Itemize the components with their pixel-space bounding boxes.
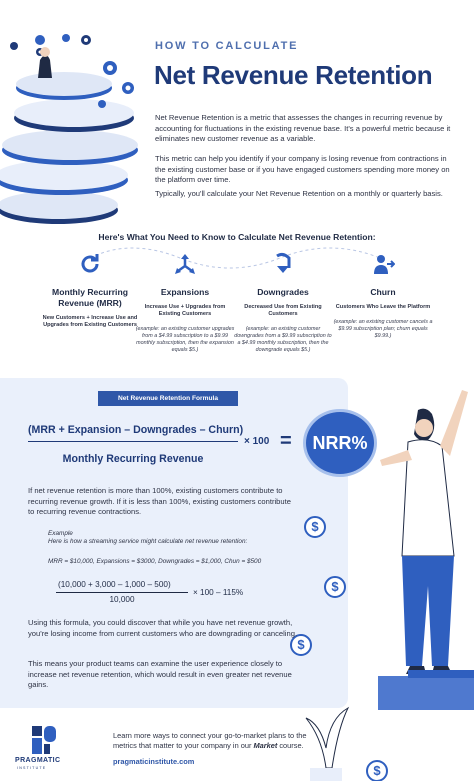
example-mrr-values: MRR = $10,000, Expansions = $3000, Downgrades = $1,000, Chun = $500 (48, 558, 262, 565)
refresh-icon (78, 252, 102, 276)
pragmatic-logo-icon (30, 724, 60, 756)
formula-ribbon: Net Revenue Retention Formula (98, 391, 238, 406)
header-kicker: HOW TO CALCULATE (155, 40, 299, 52)
footer-course-name: Market (253, 741, 278, 750)
example-calc-result: × 100 – 115% (193, 588, 244, 597)
explanation-paragraph-3: This means your product teams can examine the user experience closely to increase net revenue retention, which would result in even greater net revenue gains. (28, 659, 292, 690)
logo-subtitle: INSTITUTE (17, 766, 47, 770)
nrr-badge: NRR% (303, 409, 377, 477)
component-expansions-example: (example: an existing customer upgrades from a $4.99 subscription to a $9.99 monthly subscription, then the expansion equals $5.) (135, 326, 235, 353)
spiral-tower-illustration (0, 0, 150, 230)
component-downgrades-subtitle: Decreased Use from Existing Customers (244, 304, 322, 317)
footer-text (113, 731, 323, 751)
component-mrr-title: Monthly Recurring Revenue (MRR) (52, 287, 128, 308)
logo-name: PRAGMATIC (15, 757, 61, 764)
footer-text-before: Learn more ways to connect your go-to-market plans to the metrics that matter to your company in our (113, 731, 307, 750)
expand-arrows-icon (173, 252, 197, 276)
example-label: Example (48, 530, 73, 537)
formula-equals: = (280, 430, 292, 452)
page-title: Net Revenue Retention (154, 60, 433, 90)
intro-paragraph-1: Net Revenue Retention is a metric that assesses the changes in recurring revenue by accounting for fluctuations in the existing revenue base. It's a powerful metric because it eliminates new customer revenue as a variable. (155, 113, 451, 144)
formula-denominator: Monthly Recurring Revenue (62, 453, 204, 465)
dollar-coin-icon: $ (366, 760, 388, 781)
component-mrr (40, 252, 140, 329)
formula-numerator: (MRR + Expansion – Downgrades – Churn) (28, 424, 244, 436)
explanation-paragraph-2: Using this formula, you could discover that while you have net revenue growth, you're losing income from current customers who are downgrading or canceling. (28, 618, 298, 638)
churn-user-icon (371, 252, 395, 276)
component-churn-subtitle: Customers Who Leave the Platform (335, 304, 431, 310)
example-intro: Here is how a streaming service might calculate net revenue retention: (48, 538, 248, 545)
explanation-paragraph-1: If net revenue retention is more than 100%, existing customers contribute to recurring revenue growth. If it is less than 100%, existing customers contribute to recurring revenue contractions. (28, 486, 291, 517)
component-expansions-title: Expansions (160, 287, 210, 297)
component-churn (333, 252, 433, 340)
footer-text-after: course. (277, 741, 304, 750)
component-expansions-subtitle: Increase Use + Upgrades from Existing Customers (144, 304, 226, 317)
down-arrow-icon (271, 252, 295, 276)
component-downgrades-example: (example: an existing customer downgrades from a $9.99 subscription to a $4.99 monthly subscription, then the downgrade equals $5.) (234, 326, 332, 353)
dollar-coin-icon: $ (304, 516, 326, 538)
formula-fraction-bar (28, 441, 238, 442)
footer-website-link[interactable]: pragmaticinstitute.com (113, 757, 195, 766)
dollar-coin-icon: $ (324, 576, 346, 598)
component-downgrades (233, 252, 333, 354)
intro-paragraph-2: This metric can help you identify if your company is losing revenue from contractions in the existing customer base or if you have engaged customers spending more money on the platform over time. (155, 154, 450, 185)
intro-paragraph-3: Typically, you'll calculate your Net Revenue Retention on a monthly or quarterly basis. (155, 189, 443, 198)
example-calc-denominator: 10,000 (109, 595, 135, 604)
component-churn-example: (example: an existing customer cancels a $9.99 subscription plan; churn equals $9.99.) (333, 319, 433, 339)
component-churn-title: Churn (370, 287, 396, 297)
component-mrr-subtitle: New Customers + Increase Use and Upgrades from Existing Customers (42, 315, 138, 328)
example-calc-fraction-bar (56, 592, 188, 593)
example-calc-numerator: (10,000 + 3,000 – 1,000 – 500) (58, 580, 171, 589)
component-downgrades-title: Downgrades (257, 287, 309, 297)
component-expansions (135, 252, 235, 354)
dollar-coin-icon: $ (290, 634, 312, 656)
components-title: Here's What You Need to Know to Calculate Net Revenue Retention: (98, 232, 376, 242)
formula-multiplier: × 100 (244, 436, 270, 447)
